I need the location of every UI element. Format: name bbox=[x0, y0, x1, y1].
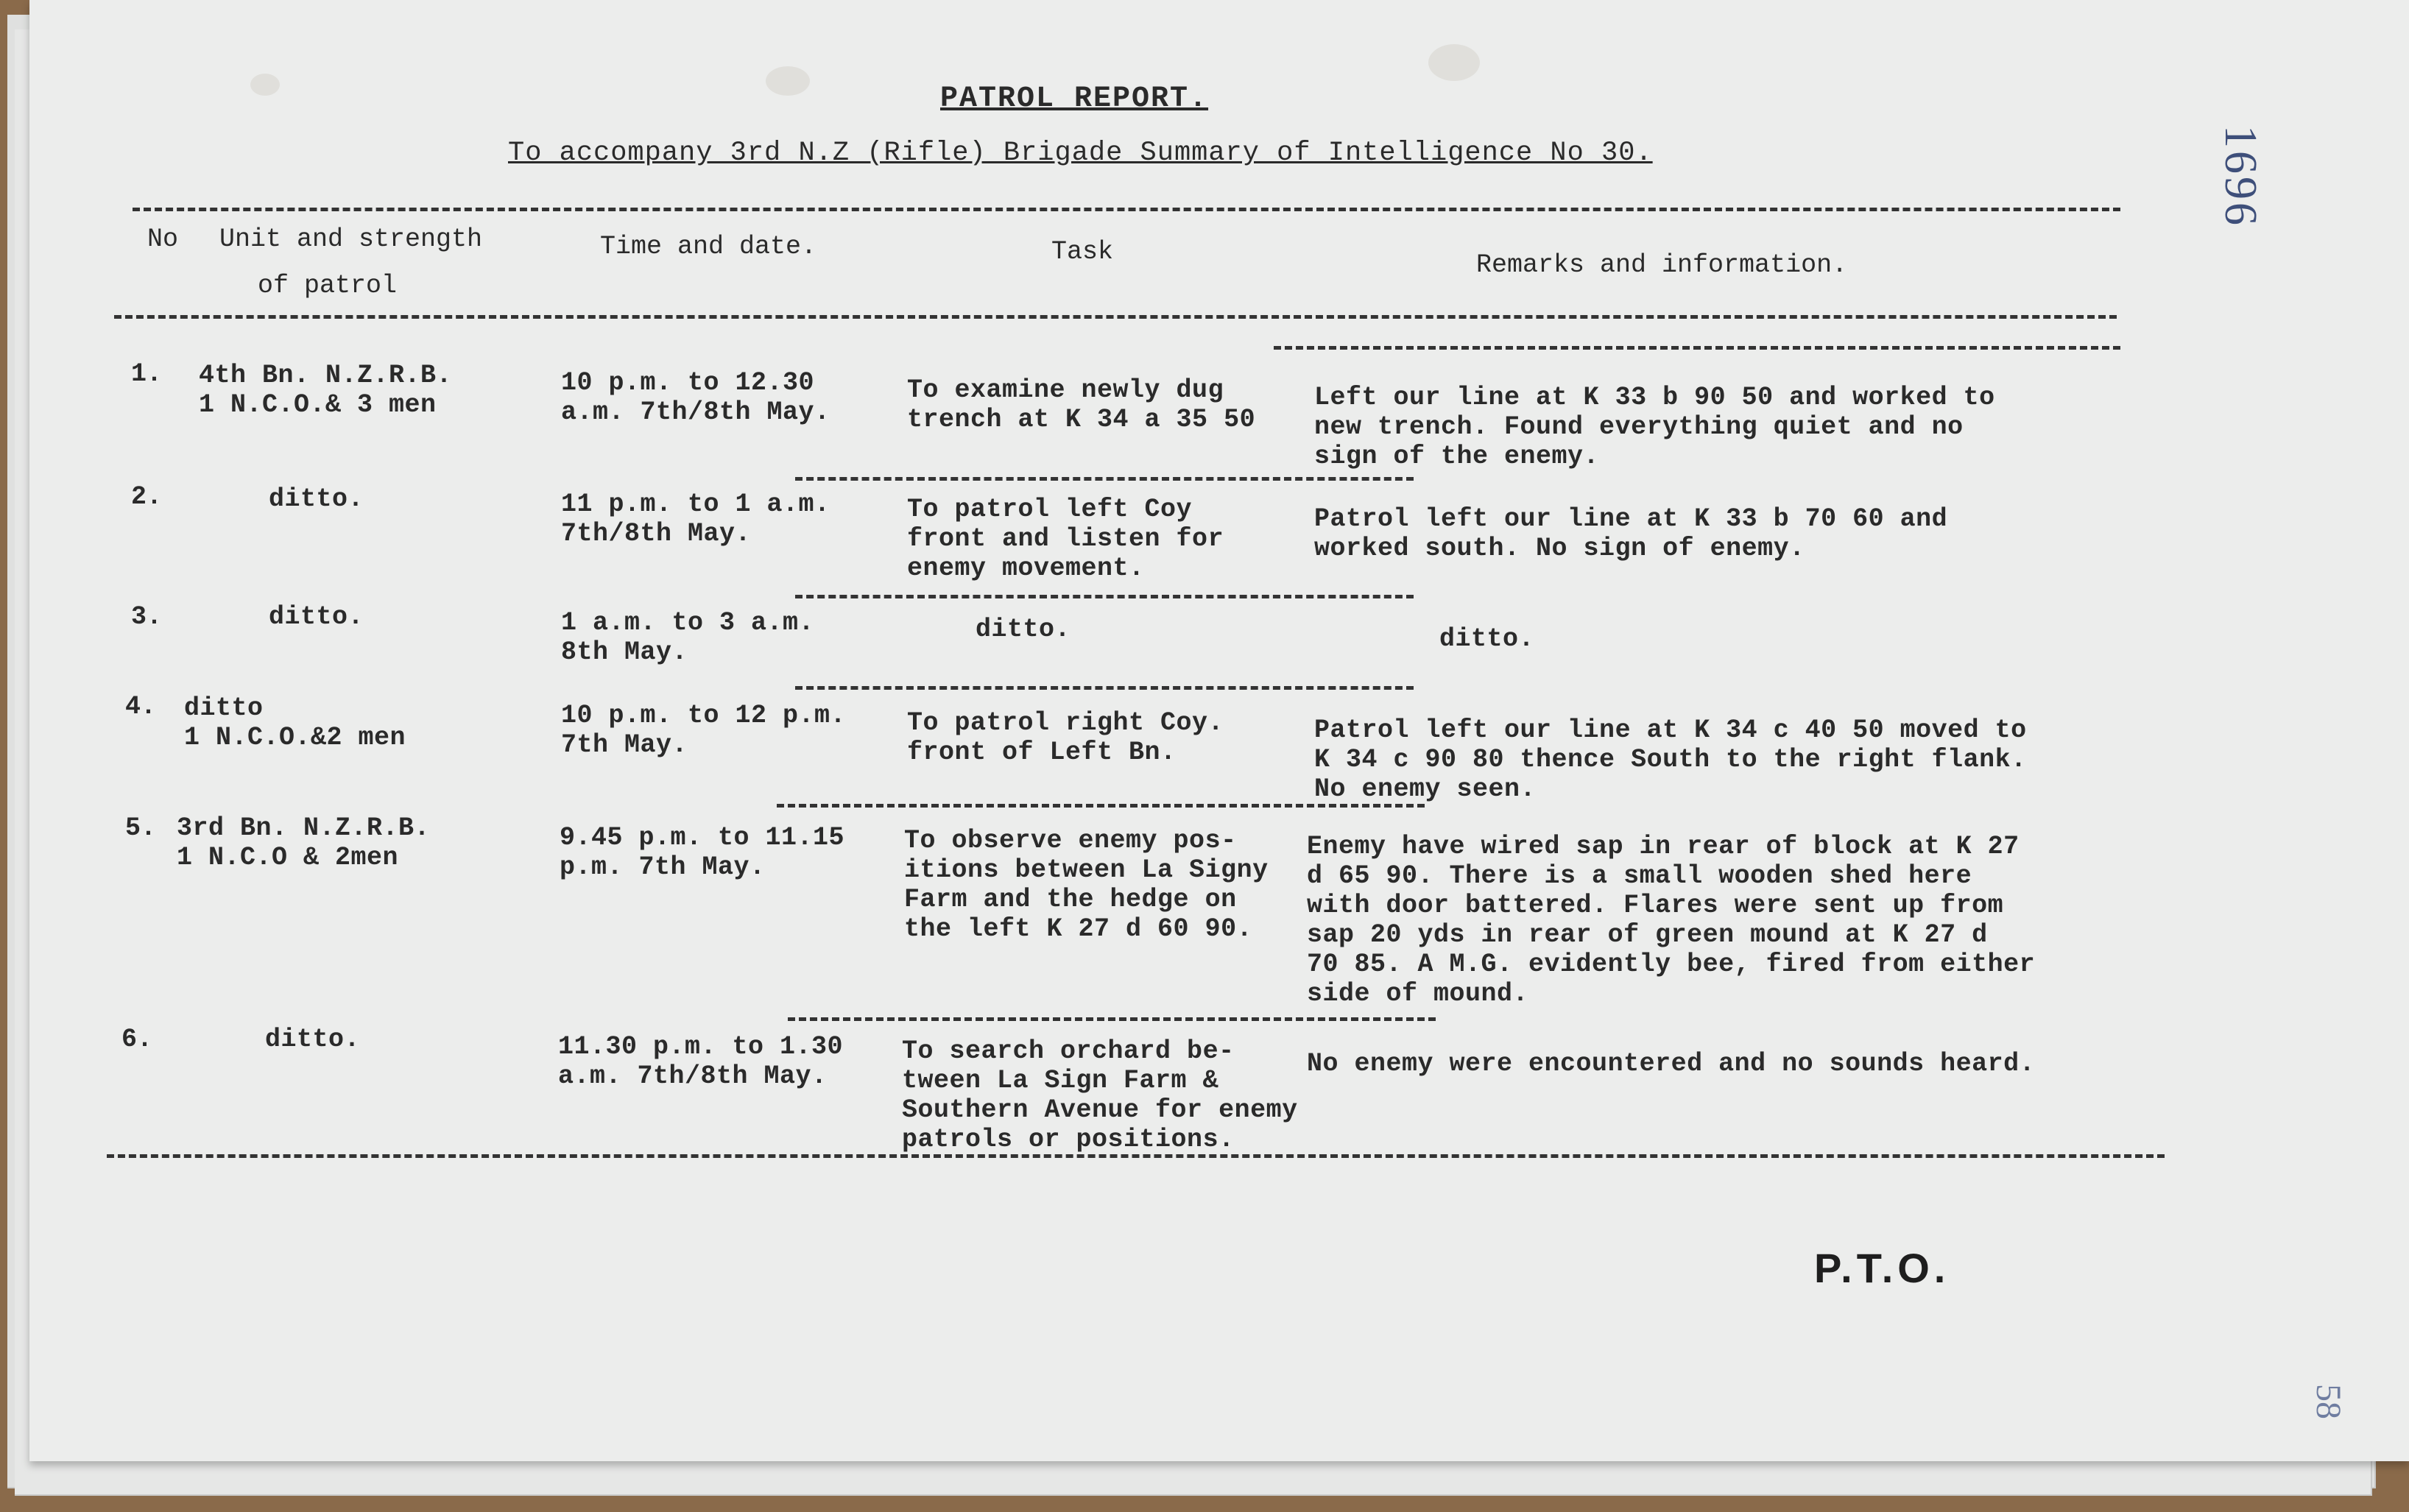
row-task: To examine newly dug trench at K 34 a 35 50 bbox=[907, 375, 1256, 434]
report-title: PATROL REPORT. bbox=[940, 82, 1209, 116]
row-time: 11 p.m. to 1 a.m. 7th/8th May. bbox=[561, 490, 830, 548]
column-header-remarks: Remarks and information. bbox=[1476, 250, 1848, 280]
row-task: To search orchard be- tween La Sign Farm & Southern Avenue for enemy patrols or positions. bbox=[902, 1036, 1298, 1154]
pto-annotation: P.T.O. bbox=[1814, 1245, 1950, 1291]
row-unit: ditto. bbox=[265, 1025, 361, 1054]
row-unit: 4th Bn. N.Z.R.B. 1 N.C.O.& 3 men bbox=[199, 361, 453, 420]
row-task: To patrol left Coy front and listen for enemy movement. bbox=[907, 495, 1224, 583]
divider-rule bbox=[1274, 346, 2120, 350]
row-unit: ditto 1 N.C.O.&2 men bbox=[184, 693, 406, 752]
row-remarks: Patrol left our line at K 34 c 40 50 moved to K 34 c 90 80 thence South to the right flank. No enemy seen. bbox=[1314, 716, 2027, 804]
row-remarks: No enemy were encountered and no sounds heard. bbox=[1307, 1049, 2036, 1078]
divider-rule bbox=[133, 208, 2120, 211]
report-subtitle: To accompany 3rd N.Z (Rifle) Brigade Summary of Intelligence No 30. bbox=[508, 138, 1653, 169]
row-remarks: Enemy have wired sap in rear of block at K 27 d 65 90. There is a small wooden shed here with door battered. Flares were sent up from sap 20 yds in rear of green mound at K 27 d 70 85. A M.G. evidently bee, fired from either side of mound. bbox=[1307, 832, 2036, 1008]
row-time: 1 a.m. to 3 a.m. 8th May. bbox=[561, 608, 815, 667]
row-number: 4. bbox=[125, 692, 157, 721]
row-time: 9.45 p.m. to 11.15 p.m. 7th May. bbox=[560, 823, 845, 882]
page-number: 58 bbox=[2309, 1384, 2348, 1419]
divider-rule bbox=[795, 595, 1414, 598]
column-header-unit-sub: of patrol bbox=[258, 271, 398, 300]
row-time: 10 p.m. to 12.30 a.m. 7th/8th May. bbox=[561, 368, 830, 427]
column-header-task: Task bbox=[1051, 237, 1114, 266]
row-task: ditto. bbox=[976, 615, 1071, 644]
column-header-unit: Unit and strength bbox=[219, 225, 483, 254]
row-number: 6. bbox=[121, 1025, 153, 1054]
column-header-time: Time and date. bbox=[600, 232, 817, 261]
paper-stain bbox=[1428, 44, 1480, 81]
row-number: 3. bbox=[131, 602, 163, 632]
row-remarks: ditto. bbox=[1439, 624, 1535, 654]
paper-stain bbox=[250, 74, 280, 96]
document-sheet bbox=[29, 0, 2409, 1461]
archive-stamp-number: 1696 bbox=[2215, 125, 2265, 228]
divider-rule bbox=[107, 1154, 2165, 1158]
paper-stain bbox=[766, 66, 810, 96]
row-unit: 3rd Bn. N.Z.R.B. 1 N.C.O & 2men bbox=[177, 813, 431, 872]
row-number: 1. bbox=[131, 359, 163, 389]
divider-rule bbox=[795, 686, 1414, 690]
divider-rule bbox=[795, 477, 1414, 481]
divider-rule bbox=[788, 1017, 1436, 1021]
row-task: To observe enemy pos- itions between La Signy Farm and the hedge on the left K 27 d 60 90. bbox=[904, 826, 1269, 944]
row-time: 11.30 p.m. to 1.30 a.m. 7th/8th May. bbox=[558, 1032, 844, 1091]
column-header-no: No bbox=[147, 225, 179, 254]
row-task: To patrol right Coy. front of Left Bn. bbox=[907, 708, 1224, 767]
row-remarks: Left our line at K 33 b 90 50 and worked to new trench. Found everything quiet and no sign of the enemy. bbox=[1314, 383, 1995, 471]
row-unit: ditto. bbox=[269, 484, 364, 514]
row-unit: ditto. bbox=[269, 602, 364, 632]
divider-rule bbox=[114, 315, 2117, 319]
row-number: 5. bbox=[125, 813, 157, 843]
row-number: 2. bbox=[131, 482, 163, 512]
row-time: 10 p.m. to 12 p.m. 7th May. bbox=[561, 701, 847, 760]
divider-rule bbox=[777, 804, 1425, 808]
row-remarks: Patrol left our line at K 33 b 70 60 and worked south. No sign of enemy. bbox=[1314, 504, 1948, 563]
